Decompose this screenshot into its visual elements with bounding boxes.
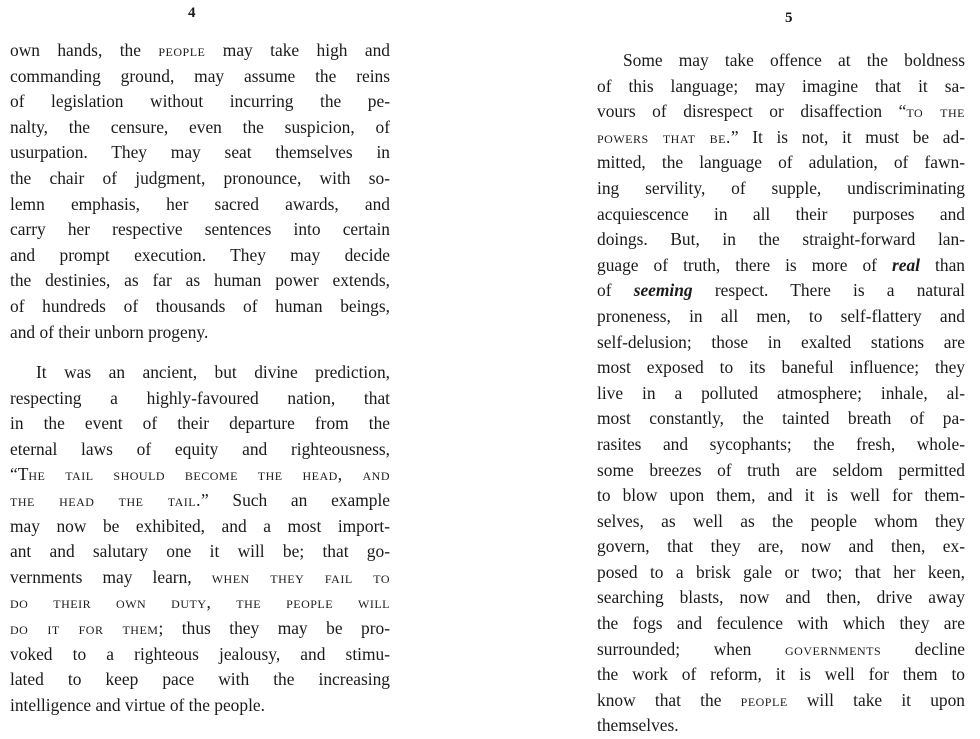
page-number: 4 xyxy=(188,5,196,21)
small-caps-text: to the xyxy=(906,101,966,122)
text-segment: and of their unborn progeny. xyxy=(10,321,209,342)
text-line xyxy=(10,38,390,64)
text-segment: will take it upon xyxy=(787,689,966,710)
small-caps-text: when they fail to xyxy=(211,566,391,587)
text-segment: most constantly, the tainted breath of pa- xyxy=(597,408,965,429)
right-page xyxy=(490,0,980,735)
text-segment: searching blasts, now and then, drive away xyxy=(597,587,965,608)
text-line xyxy=(10,411,390,437)
emphasis-text: seeming xyxy=(633,280,693,301)
small-caps-text: people xyxy=(740,689,788,710)
text-line xyxy=(10,217,390,243)
text-segment: of legislation without incurring the pe- xyxy=(10,91,390,112)
text-segment: “T xyxy=(10,464,29,485)
text-segment: govern, that they are, now and then, ex- xyxy=(597,536,965,557)
text-line xyxy=(10,565,390,591)
text-line xyxy=(10,539,390,565)
text-segment: some breezes of truth are seldom permitted xyxy=(597,459,965,480)
text-segment: self-delusion; those in exalted stations are xyxy=(597,331,965,352)
text-segment: ; thus they may be pro- xyxy=(158,617,390,638)
text-segment: to blow upon them, and it is well for them- xyxy=(597,485,965,506)
text-line xyxy=(10,616,390,642)
text-line xyxy=(597,534,965,560)
text-line xyxy=(10,192,390,218)
text-segment: the work of reform, it is well for them to xyxy=(597,664,965,685)
text-line xyxy=(597,125,965,151)
text-segment: of hundreds of thousands of human beings, xyxy=(10,295,390,316)
small-caps-text: governments xyxy=(785,638,882,659)
emphasis-text: real xyxy=(892,254,921,275)
small-caps-text: do their own duty, the people will xyxy=(10,592,390,613)
text-segment: of this language; may imagine that it sa- xyxy=(597,75,965,96)
text-segment: in the event of their departure from the xyxy=(10,413,390,434)
text-line xyxy=(597,637,965,663)
paragraph xyxy=(597,48,965,739)
text-segment: eternal laws of equity and righteousness, xyxy=(10,438,390,459)
text-line xyxy=(10,166,390,192)
small-caps-text: he tail should become the head, and xyxy=(28,464,390,485)
text-line xyxy=(10,437,390,463)
text-line xyxy=(10,294,390,320)
text-line xyxy=(10,243,390,269)
text-line xyxy=(10,268,390,294)
text-line xyxy=(10,590,390,616)
small-caps-text: powers that be. xyxy=(597,126,731,147)
text-line xyxy=(597,150,965,176)
text-segment: posed to a brisk gale or two; that her keen, xyxy=(597,561,965,582)
page-number: 5 xyxy=(785,10,793,26)
text-line xyxy=(597,74,965,100)
text-segment: Some may take offence at the boldness xyxy=(623,50,965,70)
text-line xyxy=(597,330,965,356)
text-segment: vernments may learn, xyxy=(10,566,212,587)
text-segment: surrounded; when xyxy=(597,638,785,659)
text-line xyxy=(10,386,390,412)
text-line xyxy=(597,713,965,739)
text-segment: may now be exhibited, and a most import- xyxy=(10,515,390,536)
text-line xyxy=(597,176,965,202)
text-segment: voked to a righteous jealousy, and stimu- xyxy=(10,643,390,664)
small-caps-text: do it for them xyxy=(10,617,159,638)
text-line xyxy=(597,48,965,74)
text-line xyxy=(597,381,965,407)
text-segment: of xyxy=(597,280,634,301)
small-caps-text: the head the tail. xyxy=(10,489,201,510)
text-line xyxy=(10,89,390,115)
text-line xyxy=(10,115,390,141)
text-line xyxy=(10,140,390,166)
text-line xyxy=(597,432,965,458)
text-segment: than xyxy=(920,254,965,275)
text-line xyxy=(597,509,965,535)
text-segment: rasites and sycophants; the fresh, whole- xyxy=(597,433,965,454)
text-line xyxy=(10,320,390,346)
text-line xyxy=(597,611,965,637)
text-segment: usurpation. They may seat themselves in xyxy=(10,142,390,163)
text-segment: intelligence and virtue of the people. xyxy=(10,694,265,715)
text-line xyxy=(597,483,965,509)
text-line xyxy=(597,278,965,304)
text-segment: and prompt execution. They may decide xyxy=(10,244,390,265)
text-line xyxy=(597,304,965,330)
text-segment: decline xyxy=(881,638,966,659)
text-line xyxy=(597,253,965,279)
text-line xyxy=(597,585,965,611)
text-segment: carry her respective sentences into certain xyxy=(10,219,390,240)
text-segment: commanding ground, may assume the reins xyxy=(10,65,390,86)
text-segment: live in a polluted atmosphere; inhale, al- xyxy=(597,382,965,403)
text-line xyxy=(597,99,965,125)
text-line xyxy=(10,667,390,693)
text-line xyxy=(597,662,965,688)
text-segment: respect. There is a natural xyxy=(692,280,965,301)
text-segment: most exposed to its baneful influence; they xyxy=(597,357,965,378)
text-segment: nalty, the censure, even the suspicion, of xyxy=(10,116,390,137)
text-segment: lemn emphasis, her sacred awards, and xyxy=(10,193,390,214)
text-segment: vours of disrespect or disaffection “ xyxy=(597,101,907,122)
text-segment: proneness, in all men, to self-flattery and xyxy=(597,305,965,326)
small-caps-text: people xyxy=(158,40,206,60)
text-segment: themselves. xyxy=(597,715,679,736)
text-line xyxy=(10,360,390,386)
text-segment: ant and salutary one it will be; that go- xyxy=(10,541,390,562)
text-line xyxy=(597,458,965,484)
text-line xyxy=(597,688,965,714)
text-segment: the fogs and feculence with which they are xyxy=(597,613,965,634)
text-segment: own hands, the xyxy=(10,40,159,60)
text-line xyxy=(597,202,965,228)
text-line xyxy=(597,560,965,586)
text-line xyxy=(10,514,390,540)
text-segment: acquiescence in all their purposes and xyxy=(597,203,965,224)
text-segment: know that the xyxy=(597,689,741,710)
text-line xyxy=(597,406,965,432)
text-line xyxy=(10,642,390,668)
paragraph xyxy=(10,38,390,345)
text-line xyxy=(10,693,390,719)
text-segment: doings. But, in the straight-forward lan- xyxy=(597,229,965,250)
text-segment: It was an ancient, but divine prediction, xyxy=(36,362,390,382)
text-segment: guage of truth, there is more of xyxy=(597,254,892,275)
text-segment: the destinies, as far as human power extends, xyxy=(10,270,390,291)
text-segment: selves, as well as the people whom they xyxy=(597,510,965,531)
text-segment: the chair of judgment, pronounce, with so- xyxy=(10,167,390,188)
text-segment: ing servility, of supple, undiscriminating xyxy=(597,177,965,198)
text-line xyxy=(597,227,965,253)
text-segment: lated to keep pace with the increasing xyxy=(10,669,390,690)
text-line xyxy=(597,355,965,381)
text-line xyxy=(10,64,390,90)
text-segment: ” Such an example xyxy=(200,489,390,510)
text-line xyxy=(10,488,390,514)
text-segment: may take high and xyxy=(205,40,390,60)
text-line xyxy=(10,462,390,488)
text-segment: mitted, the language of adulation, of fawn- xyxy=(597,152,965,173)
text-segment: respecting a highly-favoured nation, that xyxy=(10,387,390,408)
text-segment: ” It is not, it must be ad- xyxy=(730,126,965,147)
paragraph xyxy=(10,360,390,718)
left-page xyxy=(0,0,490,735)
